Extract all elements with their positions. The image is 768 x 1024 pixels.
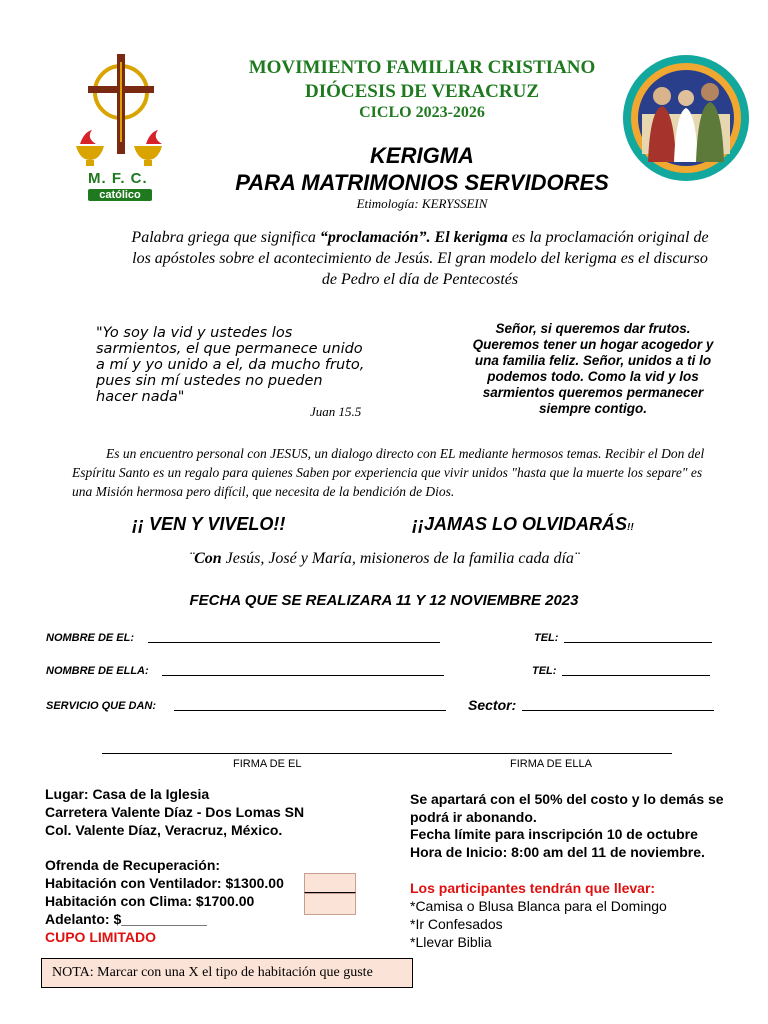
location-line3: Col. Valente Díaz, Veracruz, México.: [45, 822, 283, 838]
slogan-left: ¡¡ VEN Y VIVELO!!: [132, 514, 286, 534]
limited-capacity: CUPO LIMITADO: [45, 929, 156, 945]
room-clima-checkbox[interactable]: [304, 893, 356, 915]
advance-payment: Adelanto: $___________: [45, 911, 207, 927]
bring-title: Los participantes tendrán que llevar:: [410, 880, 656, 896]
nombre-el-label: NOMBRE DE EL:: [46, 632, 134, 644]
payment-deadline: Fecha límite para inscripción 10 de octubre: [410, 826, 698, 842]
intro-part1: Palabra griega que significa: [131, 229, 320, 246]
diocese-name: DIÓCESIS DE VERACRUZ: [304, 81, 540, 102]
tel-ella-field[interactable]: [562, 665, 710, 676]
sector-field[interactable]: [522, 700, 714, 711]
event-date: FECHA QUE SE REALIZARA 11 Y 12 NOVIEMBRE 2023: [189, 592, 579, 609]
etymology: Etimología: KERYSSEIN: [356, 196, 488, 211]
tel-el-label: TEL:: [534, 632, 559, 644]
cross-chalice-icon: [74, 52, 164, 172]
room-ventilador-checkbox[interactable]: [304, 873, 356, 893]
nombre-el-field[interactable]: [148, 632, 440, 643]
slogan-right: [412, 514, 634, 535]
signature-line[interactable]: [102, 753, 672, 754]
motto: [120, 550, 648, 568]
offering-title: Ofrenda de Recuperación:: [45, 857, 221, 873]
motto-bold: Con: [194, 550, 222, 567]
motto-open: ¨: [188, 550, 195, 567]
bring-item: *Ir Confesados: [410, 916, 503, 932]
subtitle: PARA MATRIMONIOS SERVIDORES: [235, 170, 609, 195]
tel-ella-label: TEL:: [532, 665, 557, 677]
nombre-ella-field[interactable]: [162, 665, 444, 676]
slogan-right-text: ¡¡JAMAS LO OLVIDARÁS: [412, 514, 628, 534]
bible-reference: Juan 15.5: [310, 404, 362, 419]
logo-text-top: M. F. C.: [88, 170, 148, 187]
intro-bold: “proclamación”. El kerigma: [319, 229, 508, 246]
location-line1: Lugar: Casa de la Iglesia: [45, 786, 210, 802]
mfc-logo: [74, 52, 164, 204]
bible-quote: "Yo soy la vid y ustedes los sarmientos, el que permanece unido a mí y yo unido a el, da mucho fruto, pues sin mí ustedes no pueden hacer nada": [96, 325, 365, 405]
start-time: Hora de Inicio: 8:00 am del 11 de noviembre.: [410, 844, 705, 860]
location-line2: Carretera Valente Díaz - Dos Lomas SN: [45, 804, 305, 820]
sector-label: Sector:: [468, 697, 517, 713]
room-clima: Habitación con Clima: $1700.00: [45, 893, 255, 909]
logo-text-bottom: católico: [88, 189, 152, 201]
servicio-label: SERVICIO QUE DAN:: [46, 700, 157, 712]
tel-el-field[interactable]: [564, 632, 712, 643]
motto-close: ¨: [573, 550, 580, 567]
slogan-right-small: !!: [627, 522, 634, 533]
org-name: MOVIMIENTO FAMILIAR CRISTIANO: [248, 57, 596, 78]
main-title: KERIGMA: [370, 143, 474, 168]
motto-rest: Jesús, José y María, misioneros de la familia cada día: [221, 550, 574, 567]
bring-item: *Llevar Biblia: [410, 934, 492, 950]
intro-paragraph: [130, 227, 710, 290]
intro-part2: es la proclamación original de los apóstoles sobre el acontecimiento de Jesús. El gran modelo del kerigma es el discurso de Pedro el día de Pentecostés: [132, 229, 709, 288]
note-text: NOTA: Marcar con una X el tipo de habitación que guste: [52, 965, 373, 980]
bring-item: *Camisa o Blusa Blanca para el Domingo: [410, 898, 667, 914]
nombre-ella-label: NOMBRE DE ELLA:: [46, 665, 149, 677]
cycle: CICLO 2023-2026: [359, 104, 485, 121]
room-ventilador: Habitación con Ventilador: $1300.00: [45, 875, 284, 891]
servicio-field[interactable]: [174, 700, 446, 711]
note-box: [41, 958, 413, 988]
prayer: Señor, si queremos dar frutos. Queremos tener un hogar acogedor y una familia feliz. Señor, unidos a ti lo podemos todo. Como la vid y los sarmientos queremos permanecer siempre contigo.: [472, 321, 714, 416]
firma-el: FIRMA DE EL: [233, 758, 302, 770]
encounter-paragraph: Es un encuentro personal con JESUS, un dialogo directo con EL mediante hermosos temas. Recibir el Don del Espíritu Santo es un regalo para quienes Saben por experiencia que vivir unidos "hasta que la muerte los separe" es una Misión hermosa pero difícil, que necesita de la bendición de Dios.: [72, 446, 705, 499]
payment-line1: Se apartará con el 50% del costo y lo demás se podrá ir abonando.: [410, 791, 724, 825]
firma-ella: FIRMA DE ELLA: [510, 758, 592, 770]
